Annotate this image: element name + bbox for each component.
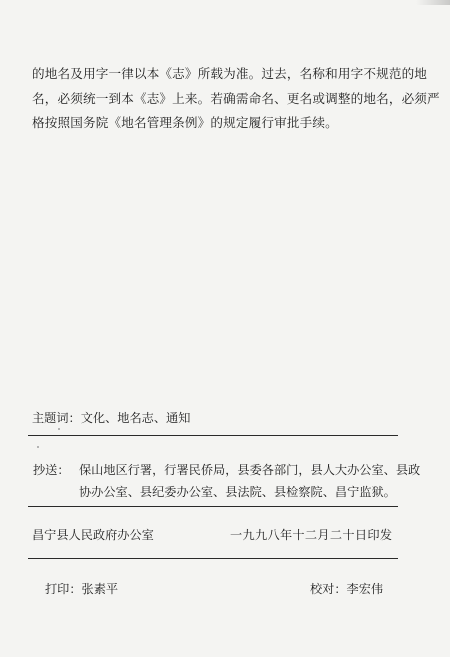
proofreader-credit: 校对：李宏伟 (310, 582, 384, 596)
scan-speck (37, 446, 39, 448)
body-line: 的地名及用字一律以本《志》所载为准。过去，名称和用字不规范的地 (32, 66, 428, 81)
body-paragraph (32, 62, 440, 136)
divider-line (28, 435, 398, 436)
divider-line (28, 558, 398, 559)
scan-edge-mark (416, 0, 450, 5)
cc-recipients-line: 保山地区行署，行署民侨局，县委各部门，县人大办公室、县政 (79, 463, 421, 477)
subject-keywords: 主题词：文化、地名志、通知 (32, 411, 191, 425)
body-line: 名，必须统一到本《志》上来。若确需命名、更名或调整的地名，必须严 (32, 90, 440, 106)
cc-recipients-line: 协办公室、县纪委办公室、县法院、县检察院、昌宁监狱。 (79, 485, 396, 499)
cc-label: 抄送： (33, 463, 70, 477)
issuing-office: 昌宁县人民政府办公室 (32, 528, 154, 542)
scan-speck (58, 428, 60, 430)
divider-line (28, 506, 398, 507)
body-line: 格按照国务院《地名管理条例》的规定履行审批手续。 (32, 115, 338, 130)
typist-credit: 打印：张素平 (45, 582, 119, 596)
issue-date: 一九九八年十二月二十日印发 (230, 528, 393, 542)
